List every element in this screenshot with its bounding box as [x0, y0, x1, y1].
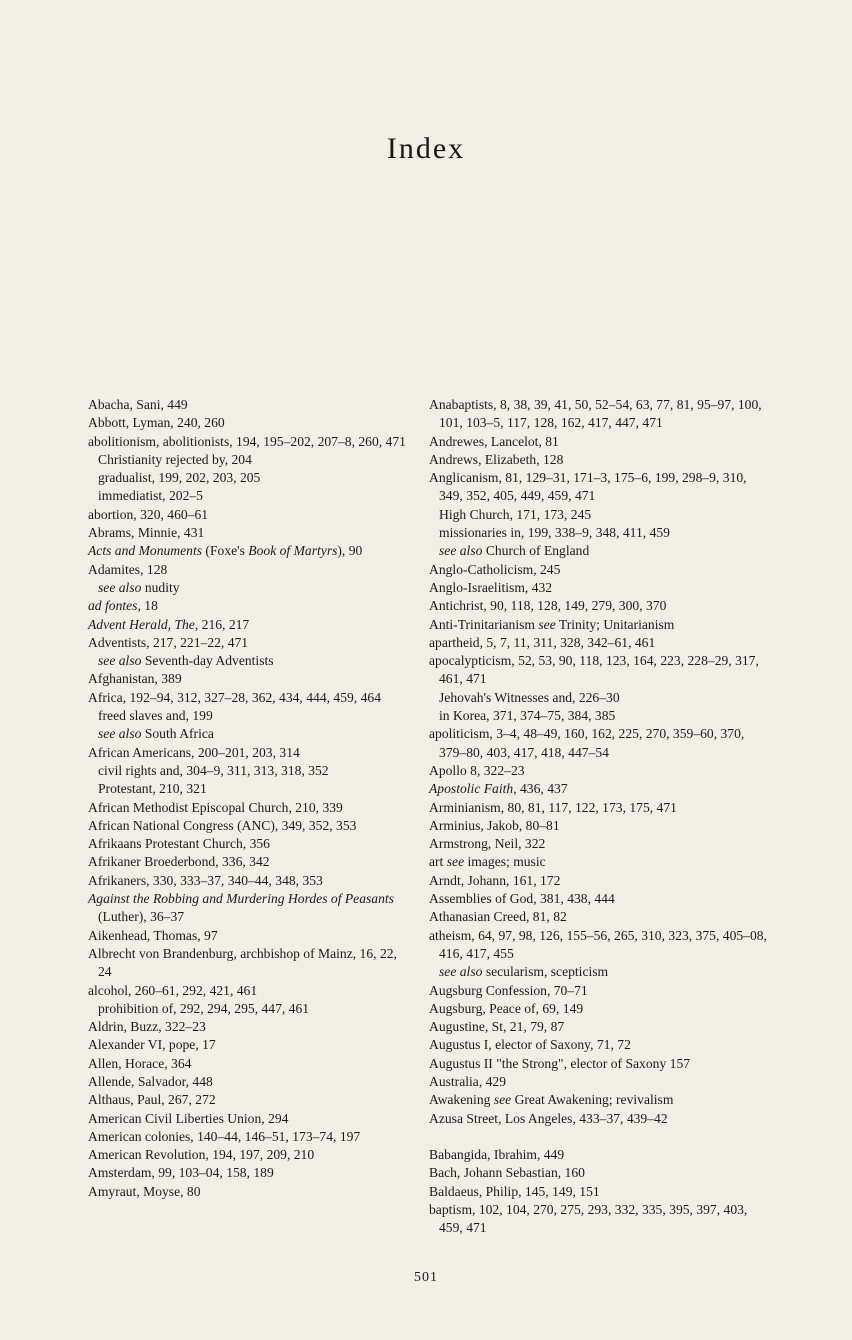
entry-text: ), 90	[337, 543, 363, 559]
index-entry	[429, 725, 769, 762]
entry-text: Anglo-Israelitism, 432	[429, 579, 553, 595]
index-entry	[429, 853, 769, 871]
index-entry	[88, 945, 410, 982]
index-subentry	[88, 725, 410, 743]
index-subentry	[88, 1000, 410, 1018]
entry-text: South Africa	[141, 726, 214, 742]
index-entry	[88, 506, 410, 524]
index-entry	[88, 616, 410, 634]
index-entry	[88, 982, 410, 1000]
index-entry	[429, 835, 769, 853]
entry-text: civil rights and, 304–9, 311, 313, 318, 352	[98, 762, 329, 778]
entry-text: Augustine, St, 21, 79, 87	[429, 1019, 565, 1035]
entry-italic-text: Apostolic Faith	[429, 781, 514, 797]
index-entry	[429, 1073, 769, 1091]
index-entry	[88, 1110, 410, 1128]
index-entry	[429, 1183, 769, 1201]
entry-text: abortion, 320, 460–61	[88, 506, 209, 522]
index-entry	[429, 1201, 769, 1238]
entry-text: Amsterdam, 99, 103–04, 158, 189	[88, 1165, 274, 1181]
entry-italic-text: Against the Robbing and Murdering Hordes of Peasants	[88, 891, 394, 907]
index-entry	[88, 1091, 410, 1109]
entry-text: Babangida, Ibrahim, 449	[429, 1147, 565, 1163]
entry-text: Apollo 8, 322–23	[429, 762, 525, 778]
index-entry	[429, 799, 769, 817]
entry-text: Antichrist, 90, 118, 128, 149, 279, 300, 370	[429, 598, 667, 614]
index-entry	[429, 597, 769, 615]
index-subentry	[429, 542, 769, 560]
entry-text: Albrecht von Brandenburg, archbishop of Mainz, 16, 22, 24	[88, 945, 397, 980]
index-column-right	[429, 396, 769, 1238]
entry-text: Arminianism, 80, 81, 117, 122, 173, 175, 471	[429, 799, 677, 815]
entry-italic-text: see	[538, 616, 556, 632]
entry-text: Great Awakening; revivalism	[511, 1092, 674, 1108]
index-column-left	[88, 396, 410, 1201]
entry-italic-text: see also	[439, 543, 483, 559]
index-entry	[429, 396, 769, 433]
index-entry	[88, 1073, 410, 1091]
index-entry	[429, 908, 769, 926]
entry-text: Augustus I, elector of Saxony, 71, 72	[429, 1037, 631, 1053]
page-number: 501	[414, 1270, 438, 1285]
entry-text: apartheid, 5, 7, 11, 311, 328, 342–61, 461	[429, 634, 656, 650]
entry-text: (Luther), 36–37	[98, 909, 185, 925]
index-subentry	[88, 487, 410, 505]
entry-text: secularism, scepticism	[482, 964, 609, 980]
entry-text: Church of England	[482, 543, 590, 559]
index-entry	[429, 1091, 769, 1109]
index-entry	[429, 1164, 769, 1182]
index-entry	[429, 652, 769, 689]
index-entry	[429, 451, 769, 469]
index-entry	[88, 396, 410, 414]
entry-text: Anglicanism, 81, 129–31, 171–3, 175–6, 199, 298–9, 310, 349, 352, 405, 449, 459, 471	[429, 470, 747, 504]
index-entry	[429, 1018, 769, 1036]
entry-italic-text: Book of Martyrs	[248, 543, 338, 559]
entry-text: High Church, 171, 173, 245	[439, 506, 592, 522]
entry-text: Afrikaans Protestant Church, 356	[88, 836, 270, 852]
entry-text: Afghanistan, 389	[88, 671, 182, 687]
index-subentry	[88, 762, 410, 780]
index-entry	[88, 433, 410, 451]
index-entry	[429, 817, 769, 835]
entry-italic-text: see	[493, 1092, 512, 1108]
entry-text: gradualist, 199, 202, 203, 205	[98, 470, 261, 486]
entry-text: Assemblies of God, 381, 438, 444	[429, 891, 615, 907]
entry-italic-text: ad fontes	[88, 598, 138, 614]
index-entry	[429, 433, 769, 451]
entry-text: Africa, 192–94, 312, 327–28, 362, 434, 444, 459, 464	[88, 689, 381, 705]
entry-text: Augsburg, Peace of, 69, 149	[429, 1000, 584, 1016]
index-entry	[88, 414, 410, 432]
entry-italic-text: see also	[98, 579, 142, 595]
entry-text: (Foxe's	[202, 543, 249, 559]
index-subentry	[88, 579, 410, 597]
entry-italic-text: Acts and Monuments	[88, 543, 203, 559]
entry-text: , 18	[137, 598, 158, 614]
entry-text: missionaries in, 199, 338–9, 348, 411, 459	[439, 525, 670, 541]
index-entry	[429, 561, 769, 579]
entry-text: Allen, Horace, 364	[88, 1055, 192, 1071]
index-entry	[429, 469, 769, 506]
index-entry	[429, 890, 769, 908]
index-entry	[429, 1146, 769, 1164]
index-entry	[88, 561, 410, 579]
entry-text: Athanasian Creed, 81, 82	[429, 909, 567, 925]
index-entry	[429, 927, 769, 964]
index-subentry	[429, 689, 769, 707]
index-entry	[88, 1128, 410, 1146]
section-gap	[429, 1128, 769, 1146]
entry-text: Augsburg Confession, 70–71	[429, 982, 588, 998]
entry-text: Arndt, Johann, 161, 172	[429, 872, 561, 888]
entry-text: Jehovah's Witnesses and, 226–30	[439, 689, 620, 705]
index-entry	[88, 872, 410, 890]
entry-text: in Korea, 371, 374–75, 384, 385	[439, 708, 616, 724]
entry-text: Arminius, Jakob, 80–81	[429, 817, 560, 833]
entry-text: Augustus II "the Strong", elector of Saxony 157	[429, 1055, 691, 1071]
index-entry	[88, 744, 410, 762]
entry-text: Andrews, Elizabeth, 128	[429, 451, 564, 467]
entry-text: Abbott, Lyman, 240, 260	[88, 415, 225, 431]
index-entry	[88, 634, 410, 652]
entry-text: Baldaeus, Philip, 145, 149, 151	[429, 1183, 600, 1199]
entry-text: Aldrin, Buzz, 322–23	[88, 1019, 206, 1035]
entry-text: Anglo-Catholicism, 245	[429, 561, 561, 577]
index-entry	[429, 780, 769, 798]
entry-text: nudity	[141, 579, 180, 595]
entry-text: Trinity; Unitarianism	[555, 616, 675, 632]
index-entry	[88, 817, 410, 835]
entry-text: Abacha, Sani, 449	[88, 397, 188, 412]
entry-text: Seventh-day Adventists	[141, 653, 274, 669]
entry-text: Alexander VI, pope, 17	[88, 1037, 216, 1053]
entry-italic-text: see	[446, 854, 465, 870]
entry-text: Adventists, 217, 221–22, 471	[88, 634, 249, 650]
entry-text: Allende, Salvador, 448	[88, 1073, 213, 1089]
entry-text: , 216, 217	[194, 616, 250, 632]
index-entry	[88, 1146, 410, 1164]
index-entry	[429, 634, 769, 652]
entry-text: Protestant, 210, 321	[98, 781, 207, 797]
index-subentry	[88, 451, 410, 469]
entry-italic-text: see also	[439, 964, 483, 980]
entry-text: Abrams, Minnie, 431	[88, 525, 205, 541]
entry-text: art	[429, 854, 447, 870]
index-subentry	[88, 469, 410, 487]
index-entry	[88, 1183, 410, 1201]
index-subentry	[88, 652, 410, 670]
entry-text: Azusa Street, Los Angeles, 433–37, 439–42	[429, 1110, 668, 1126]
entry-text: Christianity rejected by, 204	[98, 451, 252, 467]
index-entry	[88, 1055, 410, 1073]
index-entry	[88, 597, 410, 615]
entry-italic-text: see also	[98, 653, 142, 669]
index-entry	[429, 1000, 769, 1018]
entry-text: Andrewes, Lancelot, 81	[429, 433, 559, 449]
index-entry	[429, 1110, 769, 1128]
index-entry	[88, 799, 410, 817]
entry-text: baptism, 102, 104, 270, 275, 293, 332, 335, 395, 397, 403, 459, 471	[429, 1202, 748, 1236]
index-entry	[88, 890, 410, 927]
entry-italic-text: Advent Herald, The	[88, 616, 195, 632]
entry-text: Awakening	[429, 1092, 494, 1108]
entry-text: Amyraut, Moyse, 80	[88, 1183, 201, 1199]
page-title: Index	[386, 132, 466, 165]
entry-text: apocalypticism, 52, 53, 90, 118, 123, 164, 223, 228–29, 317, 461, 471	[429, 653, 759, 687]
index-entry	[429, 616, 769, 634]
index-entry	[429, 872, 769, 890]
entry-text: Adamites, 128	[88, 561, 168, 577]
entry-text: Aikenhead, Thomas, 97	[88, 927, 218, 943]
index-entry	[88, 853, 410, 871]
entry-text: Althaus, Paul, 267, 272	[88, 1092, 216, 1108]
entry-text: Armstrong, Neil, 322	[429, 836, 546, 852]
entry-text: apoliticism, 3–4, 48–49, 160, 162, 225, 270, 359–60, 370, 379–80, 403, 417, 418, 447–54	[429, 726, 745, 760]
index-subentry	[88, 780, 410, 798]
entry-text: Anti-Trinitarianism	[429, 616, 539, 632]
entry-text: American Civil Liberties Union, 294	[88, 1110, 289, 1126]
index-entry	[429, 762, 769, 780]
entry-text: images; music	[464, 854, 546, 870]
index-entry	[88, 670, 410, 688]
index-entry	[88, 1018, 410, 1036]
entry-text: prohibition of, 292, 294, 295, 447, 461	[98, 1000, 310, 1016]
entry-text: , 436, 437	[513, 781, 568, 797]
entry-text: immediatist, 202–5	[98, 488, 203, 504]
index-entry	[88, 689, 410, 707]
entry-text: African National Congress (ANC), 349, 352, 353	[88, 817, 357, 833]
entry-text: African Methodist Episcopal Church, 210, 339	[88, 799, 343, 815]
entry-text: Bach, Johann Sebastian, 160	[429, 1165, 585, 1181]
index-subentry	[429, 963, 769, 981]
index-subentry	[429, 524, 769, 542]
entry-text: Australia, 429	[429, 1073, 507, 1089]
index-entry	[88, 542, 410, 560]
index-entry	[88, 524, 410, 542]
index-entry	[429, 1055, 769, 1073]
index-entry	[429, 982, 769, 1000]
index-entry	[429, 579, 769, 597]
entry-italic-text: see also	[98, 726, 142, 742]
entry-text: alcohol, 260–61, 292, 421, 461	[88, 982, 258, 998]
entry-text: American Revolution, 194, 197, 209, 210	[88, 1147, 315, 1163]
index-entry	[88, 835, 410, 853]
index-subentry	[429, 506, 769, 524]
entry-text: atheism, 64, 97, 98, 126, 155–56, 265, 310, 323, 375, 405–08, 416, 417, 455	[429, 927, 767, 961]
index-entry	[88, 927, 410, 945]
entry-text: abolitionism, abolitionists, 194, 195–202, 207–8, 260, 471	[88, 433, 406, 449]
index-subentry	[88, 707, 410, 725]
entry-text: Afrikaners, 330, 333–37, 340–44, 348, 353	[88, 872, 323, 888]
index-entry	[88, 1036, 410, 1054]
index-entry	[88, 1164, 410, 1182]
entry-text: African Americans, 200–201, 203, 314	[88, 744, 300, 760]
entry-text: Afrikaner Broederbond, 336, 342	[88, 854, 270, 870]
index-subentry	[429, 707, 769, 725]
entry-text: Anabaptists, 8, 38, 39, 41, 50, 52–54, 63, 77, 81, 95–97, 100, 101, 103–5, 117, 128, 162, 417, 447, 471	[429, 397, 762, 431]
entry-text: American colonies, 140–44, 146–51, 173–74, 197	[88, 1128, 361, 1144]
index-entry	[429, 1036, 769, 1054]
entry-text: freed slaves and, 199	[98, 708, 213, 724]
